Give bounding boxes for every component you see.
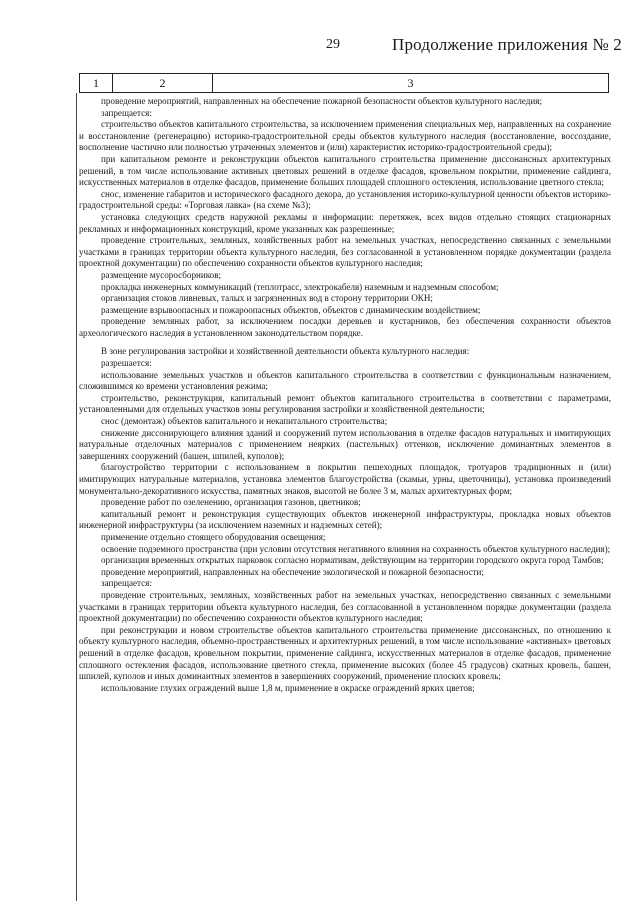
paragraph: запрещается:: [101, 578, 152, 589]
column-number-1: 1: [80, 74, 113, 92]
paragraph: размещение мусоросборников;: [101, 269, 222, 280]
paragraph: капитальный ремонт и реконструкция существующих объектов инженерной инфраструктуры, прокладка новых объектов инженерной инфраструктуры (за исключением наземных и надземных сетей);: [79, 508, 611, 531]
paragraph: прокладка инженерных коммуникаций (теплотрасс, электрокабеля) наземным и надземным способом;: [101, 281, 499, 292]
paragraph: проведение строительных, земляных, хозяйственных работ на земельных участках, непосредственно связанных с земельными участками в границах территории объекта культурного наследия, без согласованной в установленном порядке документации (раздела проектной документации) по обеспечению сохранности объектов культурного наследия;: [79, 235, 611, 269]
document-body: [79, 96, 611, 694]
paragraph: проведение работ по озеленению, организация газонов, цветников;: [101, 497, 361, 508]
paragraph: использование земельных участков и объектов капитального строительства в соответствии с функциональным назначением, сложившимся ко времени установления режима;: [79, 369, 611, 392]
paragraph: проведение мероприятий, направленных на обеспечение пожарной безопасности объектов культурного наследия;: [101, 96, 543, 106]
table-left-border: [76, 93, 77, 901]
paragraph: строительство объектов капитального строительства, за исключением применения специальных мер, направленных на сохранение и восстановление (регенерацию) историко-градостроительной среды объектов культурного наследия (восстановление, воссоздание, восполнение частично или полностью утраченных элементов и (или) характеристик историко-градостроительной среды);: [79, 119, 611, 153]
paragraph: снос (демонтаж) объектов капитального и некапитального строительства;: [101, 416, 388, 427]
paragraph: освоение подземного пространства (при условии отсутствия негативного влияния на сохранность объектов культурного наследия);: [101, 543, 611, 554]
column-number-3: 3: [407, 76, 414, 90]
paragraph: проведение мероприятий, направленных на обеспечение экологической и пожарной безопасности;: [101, 566, 484, 577]
section-heading: В зоне регулирования застройки и хозяйственной деятельности объекта культурного наследия:: [101, 346, 470, 357]
paragraph: снос, изменение габаритов и исторического фасадного декора, до установления историко-культурной ценности объектов историко-градостроительной среды: «Торговая лавка» (на схеме №3);: [79, 188, 611, 211]
paragraph: при реконструкции и новом строительстве объектов капитального строительства применение диссонансных, по отношению к объекту культурного наследия, объемно-пространственных и архитектурных решений, в том числе использование «активных» цветовых решений в отделке фасадов, кровельном покрытии, применение сайдинга, искусственных материалов в отделке фасадов, применение сплошного остекления фасадов, использование цветного стекла, применение высоких (более 45 градусов) скатных кровель, башен, шпилей, куполов и иных доминантных элементов в завершениях сооружений, применение плоских кровель;: [79, 624, 611, 682]
page-header: [0, 37, 640, 59]
paragraph: использование глухих ограждений выше 1,8 м, применение в окраске ограждений ярких цветов;: [101, 682, 475, 693]
paragraph: снижение диссонирующего влияния зданий и сооружений путем использования в отделке фасадов натуральных и имитирующих натуральные отделочных материалов с применением неярких (пастельных) оттенков, исключение доминантных элементов в завершениях сооружений (башен, шпилей, куполов);: [79, 427, 611, 461]
paragraph: организация временных открытых парковок согласно нормативам, действующим на территории городского округа город Тамбов;: [101, 555, 604, 566]
paragraph: разрешается:: [101, 358, 152, 369]
paragraph: проведение земляных работ, за исключением посадки деревьев и кустарников, без обеспечения сохранности объектов археологического наследия в установленном законодательством порядке.: [79, 316, 611, 338]
page-number: 29: [326, 37, 340, 52]
paragraph: проведение строительных, земляных, хозяйственных работ на земельных участках, непосредственно связанных с земельными участками в границах территории объекта культурного наследия, без согласованной в установленном порядке документации (раздела проектной документации) по обеспечению сохранности объектов культурного наследия;: [79, 589, 611, 624]
column-number-row: [79, 73, 609, 93]
appendix-continuation-title: Продолжение приложения № 2: [392, 35, 623, 54]
paragraph: запрещается:: [101, 107, 152, 118]
paragraph: при капитальном ремонте и реконструкции объектов капитального строительства применение диссонансных архитектурных решений, в том числе использование активных цветовых решений в отделке фасадов, кровельном покрытии, применение сайдинга, искусственных материалов в отделке фасадов, применение больших площадей сплошного остекления, использование цветного стекла;: [79, 153, 611, 188]
paragraph: благоустройство территории с использованием в покрытии пешеходных площадок, тротуаров традиционных и (или) имитирующих натуральные материалов, установка элементов благоустройства (скамьи, урны, цветочницы), установка произведений монументально-декоративного искусства, памятных знаков, высотой не более 3 м, малых архитектурных форм;: [79, 462, 611, 496]
paragraph: размещение взрывоопасных и пожароопасных объектов, объектов с динамическим воздействием;: [101, 304, 481, 315]
paragraph: строительство, реконструкция, капитальный ремонт объектов капитального строительства в соответствии с параметрами, установленными для отдельных участков зоны регулирования застройки и хозяйственной деятельности;: [79, 392, 611, 415]
paragraph: организация стоков ливневых, талых и загрязненных вод в сторону территории ОКН;: [101, 293, 433, 304]
paragraph: установка следующих средств наружной рекламы и информации: перетяжек, всех видов отдельно стоящих стационарных рекламных и информационных конструкций, кроме указанных как разрешенные;: [79, 211, 611, 234]
paragraph: применение отдельно стоящего оборудования освещения;: [101, 531, 326, 542]
column-number-2: 2: [113, 74, 213, 92]
